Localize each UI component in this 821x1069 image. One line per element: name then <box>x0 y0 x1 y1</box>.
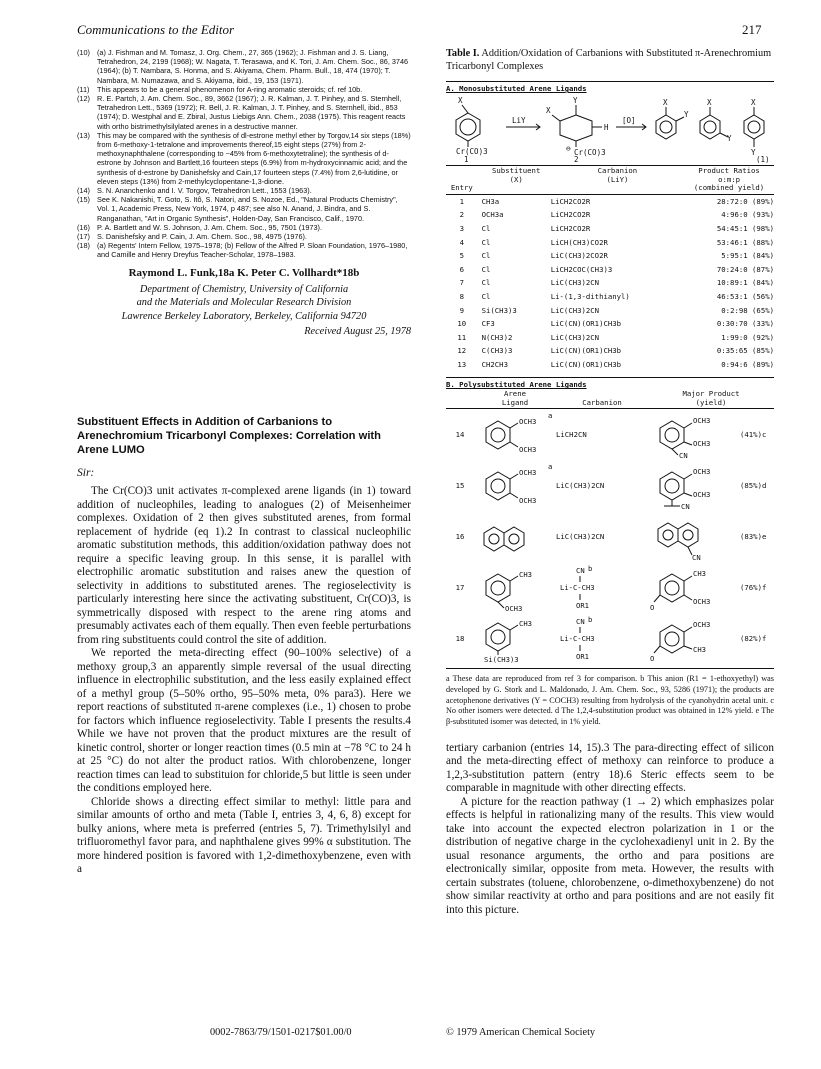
scheme-label-1: 1 <box>464 155 469 163</box>
table-b-body <box>446 409 774 664</box>
col-major-product: Major Product (yield) <box>682 389 740 407</box>
svg-text:OR1: OR1 <box>576 651 589 661</box>
svg-text:CN: CN <box>681 501 690 510</box>
table-row: 7 Cl LiC(CH3)2CN 10:89:1 (84%) <box>459 278 774 288</box>
svg-text:OCH3: OCH3 <box>519 416 537 426</box>
svg-text:OCH3: OCH3 <box>693 415 711 425</box>
reference-item: (17) S. Danishefsky and P. Cain, J. Am. Chem. Soc., 98, 4975 (1976). <box>77 232 307 242</box>
svg-text:CN: CN <box>576 565 585 575</box>
table-row: 10 CF3 LiC(CN)(OR1)CH3b 0:30:70 (33%) <box>457 319 774 329</box>
scheme-minus: ⊖ <box>566 144 571 153</box>
svg-text:X: X <box>707 98 712 107</box>
reference-item: (14) S. N. Ananchenko and I. V. Torgov, Tetrahedron Lett., 1553 (1963). <box>77 186 312 196</box>
ligand-structure <box>474 615 556 663</box>
product-structure <box>648 513 740 561</box>
reaction-scheme-drawing <box>446 93 774 163</box>
ligand-structure <box>474 564 556 612</box>
svg-text:a: a <box>548 410 553 420</box>
svg-text:CH3: CH3 <box>693 568 706 578</box>
col-ratio: Product Ratios o:m:p (combined yield) <box>693 166 765 192</box>
carbanion-structure <box>556 615 648 663</box>
reference-item: (13) This may be compared with the synthesis of dl-estrone methyl ether by Torgov,14 six steps (18%) from 6-methoxy-1-tetralone and improvements thereof,15 eight steps (27%) from 2-methoxynaphthalene (corresponding to ~45% from 6-methoxytetraline); the synthesis of d-estrone by Johnson and Bartlett,16 fourteen steps (6.9%) from m-hydroxycinnamic acid; and the synthesis of d-estrone by Danishefsky and Cain,17 fourteen steps (7.4%) from 2,6-lutidine, or eleven steps (13%) from 2-methylcyclopentane-1,3-dione. <box>77 130 411 186</box>
reference-item: (10) (a) J. Fishman and M. Tomasz, J. Org. Chem., 27, 365 (1962); J. Fishman and J. S. Liang, Tetrahedron, 24, 2199 (1968); W. Nagata, T. Terasawa, and K. Tori, J. Am. Chem. Soc., 86, 3746 (1964); (b) T. Nambara, S. Honma, and S. Akiyama, Chem. Pharm. Bull., 18, 474 (1970); T. Nambara, M. Numazawa, and S. Akiyama, ibid., 19, 153 (1971). <box>77 48 409 85</box>
right-column <box>446 48 774 917</box>
table-b-row: 18 CH3 Si(CH3)3 CN b Li-C-CH3 OR1 OCH3 CH3 O (82%)f <box>455 614 767 663</box>
article-code: 0002-7863/79/1501-0217$01.00/0 <box>210 1027 352 1038</box>
reference-item: (18) (a) Regents' Intern Fellow, 1975–1978; (b) Fellow of the Alfred P. Sloan Foundation, 1976–1980, and Camille and Henry Dreyfus Teacher-Scholar, 1978–1983. <box>77 241 408 260</box>
scheme-y-2: Y <box>573 96 578 105</box>
table-b-row: 16 LiC(CH3)2CN CN (83%)e <box>446 511 774 562</box>
product-ring-para <box>744 115 764 139</box>
svg-text:OR1: OR1 <box>576 600 589 610</box>
svg-text:Y: Y <box>727 134 732 143</box>
col-b-carbanion: Carbanion <box>582 397 622 407</box>
product-structure <box>648 462 740 510</box>
paragraph: A picture for the reaction pathway (1 → 2) which emphasizes polar effects is helpful in rationalizing many of the results. This view would take into account the expected electron polarization in 1 or the distribution of negative charge in the cyclohexadienyl unit in 2. By the usual resonance arguments, the ortho and para positions are electronically similar, opposite from meta. However, the results with certain substrates (toluene, chlorobenzene, o-dimethoxybenzene) do not show similar reactivity at ortho and para positions and are not easily fit into this picture. <box>446 795 774 916</box>
table-b-row: 15 OCH3 OCH3 a LiC(CH3)2CN OCH3 OCH3 CN (85%)d <box>455 461 767 510</box>
svg-text:CN: CN <box>576 616 585 626</box>
table-section-b: B. Polysubstituted Arene Ligands <box>446 377 774 389</box>
cyclohexadienyl-ring-2 <box>560 115 592 141</box>
salutation: Sir: <box>77 467 95 480</box>
paragraph: The Cr(CO)3 unit activates π-complexed arene ligands (in 1) toward addition of nucleophiles, leading to analogues (2) of Meisenheimer complexes. Oxidation of 2 then gives substituted arenes, from formal replacement of hydride (eq 1).2 In contrast to classical nucleophilic aromatic substitution methods, this addition/oxidation pathway does not require a specific leaving group. In this sense, it is parallel with electrophilic aromatic substitution and raises anew the question of selectivity in additions to substituted arenes. The regioselectivity is particularly interesting here since the activating substituent, Cr(CO)3, is symmetrically disposed with respect to the arene ring atoms and presumably activates each of them equally. Then even feeble perturbations from ring substituents could control the site of addition. <box>77 485 411 646</box>
svg-text:OCH3: OCH3 <box>519 444 537 454</box>
svg-text:OCH3: OCH3 <box>693 489 711 499</box>
svg-text:CH3: CH3 <box>519 569 532 579</box>
table-row: 3 Cl LiCH2CO2R 54:45:1 (98%) <box>459 223 774 233</box>
ligand-structure <box>474 513 556 561</box>
product-ring-ortho <box>656 115 676 139</box>
scheme-x-2: X <box>546 106 551 115</box>
table-b-header-row <box>446 389 774 409</box>
table-row: 13 CH2CH3 LiC(CN)(OR1)CH3b 0:94:6 (89%) <box>457 359 774 369</box>
table-section-a: A. Monosubstituted Arene Ligands <box>446 81 774 93</box>
table-header-row <box>446 165 774 195</box>
paragraph: tertiary carbanion (entries 14, 15).3 The para-directing effect of silicon and the meta-directing effect of methoxy can reinforce to produce a 1,2,3-substitution pattern (entry 18).6 Steric effects seem to be comparable in magnitude with other directing effects. <box>446 741 774 795</box>
product-ring-meta <box>700 115 720 139</box>
scheme-oxidant: [O] <box>622 116 636 125</box>
product-structure <box>648 564 740 612</box>
svg-text:OCH3: OCH3 <box>519 495 537 505</box>
table-row: 1 CH3a LiCH2CO2R 28:72:0 (89%) <box>459 196 774 206</box>
svg-text:CN: CN <box>692 552 701 561</box>
col-substituent: Substituent (X) <box>492 166 541 184</box>
carbanion-structure <box>556 564 648 612</box>
received-date: Received August 25, 1978 <box>304 326 411 338</box>
svg-text:Y: Y <box>751 148 756 157</box>
table-row: 9 Si(CH3)3 LiC(CH3)2CN 0:2:98 (65%) <box>459 305 774 315</box>
svg-text:OCH3: OCH3 <box>505 603 523 612</box>
ligand-structure <box>474 411 556 459</box>
left-column <box>77 48 411 877</box>
table-row: 12 C(CH3)3 LiC(CN)(OR1)CH3b 0:35:65 (85%) <box>457 346 774 356</box>
page-number: 217 <box>742 22 762 37</box>
table-b-row: 14 OCH3 OCH3 a LiCH2CN OCH3 OCH3 CN (41%)c <box>455 410 767 459</box>
svg-text:CH3: CH3 <box>693 644 706 654</box>
product-structure <box>648 615 740 663</box>
col-entry: Entry <box>450 183 473 192</box>
svg-text:Li-C-CH3: Li-C-CH3 <box>560 582 595 592</box>
svg-text:a: a <box>548 461 553 471</box>
reference-item: (16) P. A. Bartlett and W. S. Johnson, J. Am. Chem. Soc., 95, 7501 (1973). <box>77 222 322 232</box>
scheme-label-2: 2 <box>574 155 579 163</box>
reference-item: (11) This appears to be a general phenomenon for A-ring aromatic steroids; cf. ref 10b. <box>77 84 363 94</box>
affiliation: Department of Chemistry, University of California and the Materials and Molecular Research Division Lawrence Berkeley Laboratory, Berkeley, California 94720 <box>121 283 367 322</box>
product-structure <box>648 411 740 459</box>
scheme-reagent: LiY <box>512 116 526 125</box>
col-carbanion: Carbanion (LiY) <box>597 166 638 184</box>
svg-text:b: b <box>588 563 593 573</box>
copyright-notice: © 1979 American Chemical Society <box>446 1027 596 1038</box>
table-body <box>446 195 774 372</box>
reference-list <box>77 48 411 260</box>
running-head: Communications to the Editor <box>77 22 235 37</box>
paragraph: Chloride shows a directing effect similar to methyl: little para and similar amounts of ortho and meta (Table I, entries 3, 4, 6, 8) except for bulky anions, where meta is preferred (entries 5, 7). Trimethylsilyl and trifluoromethyl favor para, and naphthalene gives 99% α substitution. The more hindered position is favored with 1,2-dimethoxybenzene, even with a <box>77 795 411 876</box>
svg-text:OCH3: OCH3 <box>693 596 711 606</box>
svg-text:b: b <box>588 614 593 624</box>
table-row: 2 OCH3a LiCH2CO2R 4:96:0 (93%) <box>459 210 774 220</box>
table-b-row: 17 CH3 OCH3 CN b Li-C-CH3 OR1 CH3 OCH3 O (76%)f <box>455 563 767 612</box>
svg-text:X: X <box>751 98 756 107</box>
scheme-x-1: X <box>458 96 463 105</box>
svg-text:Si(CH3)3: Si(CH3)3 <box>484 654 519 663</box>
svg-text:CH3: CH3 <box>519 618 532 628</box>
reference-item: (15) See K. Nakanishi, T. Goto, S. Itô, S. Natori, and S. Nozoe, Ed., "Natural Products Chemistry", Vol. 1, Academic Press, New York, 1974, p 487; see also N. Anand, J. Bindra, and S. Ranganathan, "Art in Organic Synthesis", Holden-Day, San Francisco, Calif., 1970. <box>77 195 398 223</box>
table-row: 4 Cl LiCH(CH3)CO2R 53:46:1 (88%) <box>459 237 774 247</box>
reference-item: (12) R. E. Partch, J. Am. Chem. Soc., 89, 3662 (1967); J. R. Kalman, J. T. Pinhey, and S. Sternhell, Tetrahedron Lett., 5369 (1972); R. Bell, J. R. Kalman, J. T. Pinhey, and S. Sternhell, ibid., 853 (1974); D. Westphal and E. Zbiral, Justus Liebigs Ann. Chem., 2038 (1975). This reagent reacts with ortho bistrimethylsilylated arenes in a destructive manner. <box>77 94 406 131</box>
svg-text:OCH3: OCH3 <box>519 467 537 477</box>
svg-text:O: O <box>650 653 655 663</box>
svg-text:X: X <box>663 98 668 107</box>
table-footnotes: a These data are reproduced from ref 3 for comparison. b This anion (R1 = 1-ethoxyethyl) was developed by G. Stork and L. Maldonado, J. Am. Chem. Soc., 93, 5286 (1971); the products are acetophenone derivatives (Y = COCH3) resulting from hydrolysis of the cyanohydrin acetal unit. c No other isomers were detected. d The 1,2,4-substitution product was obtained in 12% yield. e The β-substituted isomer was detected, in 1% yield. <box>446 668 774 728</box>
article-title: Substituent Effects in Addition of Carbanions to Arenechromium Tricarbonyl Complexes: Correlation with Arene LUMO <box>77 416 381 457</box>
ligand-structure <box>474 462 556 510</box>
body-text-right <box>446 742 774 918</box>
svg-text:Y: Y <box>684 110 689 119</box>
scheme-cr-1: Cr(CO)3 <box>456 147 488 156</box>
scheme-cr-2: Cr(CO)3 <box>574 148 606 157</box>
paragraph: We reported the meta-directing effect (90–100% selective) of a methoxy group,3 an apparently simple reversal of the usual directing influence in electrophilic substitution, and the less easily explained effect of a methyl group (5–50% ortho, 95–50% meta, 0% para3). Here we report reactions of substituted π-arene complexes (i.e., 1) chosen to probe for factors which influence regioselectivity. Table I presents the results.4 While we have not proven that the product mixtures are the result of kinetic control, shorter or longer reaction times (0.5 min at −78 °C to 24 h at 25 °C) do not alter the product ratios. With chlorobenzene, longer reaction times can lead to substituion for chloride,5 but little is seen under the conditions employed here. <box>77 647 411 795</box>
author-line: Raymond L. Funk,18a K. Peter C. Vollhardt*18b <box>128 266 360 279</box>
svg-text:Li-C-CH3: Li-C-CH3 <box>560 633 595 643</box>
table-caption: Table I. Addition/Oxidation of Carbanions with Substituted π-Arenechromium Tricarbonyl Complexes <box>446 48 772 72</box>
col-arene-ligand: Arene Ligand <box>501 389 529 407</box>
svg-text:O: O <box>650 602 655 612</box>
table-row: 11 N(CH3)2 LiC(CH3)2CN 1:99:0 (92%) <box>457 332 774 342</box>
table-row: 8 Cl Li-(1,3-dithianyl) 46:53:1 (56%) <box>459 291 774 301</box>
scheme-h: H <box>604 123 609 132</box>
table-row: 6 Cl LiCH2COC(CH3)3 70:24:0 (87%) <box>459 264 774 274</box>
aromatic-circle-1 <box>460 119 476 135</box>
svg-text:OCH3: OCH3 <box>693 619 711 629</box>
body-text-left <box>77 485 411 877</box>
reaction-scheme <box>446 93 774 163</box>
scheme-eq-number: (1) <box>756 155 770 163</box>
table-row: 5 Cl LiC(CH3)2CO2R 5:95:1 (84%) <box>459 251 774 261</box>
svg-text:CN: CN <box>679 450 688 459</box>
svg-text:OCH3: OCH3 <box>693 466 711 476</box>
svg-text:OCH3: OCH3 <box>693 438 711 448</box>
